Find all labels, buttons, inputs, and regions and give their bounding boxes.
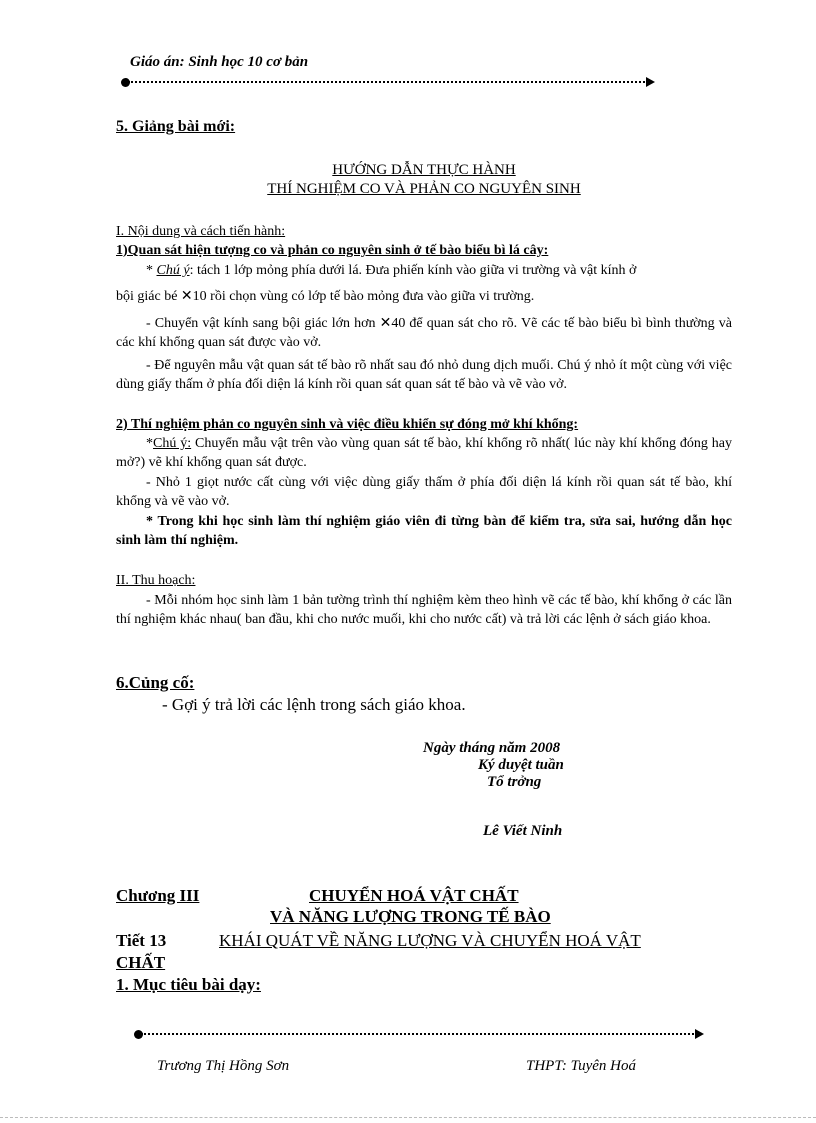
- signature-name: Lê Viết Ninh: [483, 823, 563, 839]
- chapter-title-1: CHUYỂN HOÁ VẬT CHẤT: [309, 886, 519, 905]
- signature-approve: Ký duyệt tuần: [478, 757, 564, 773]
- page-header-title: Giáo án: Sinh học 10 cơ bản: [130, 54, 309, 70]
- section-6-title: 6.Củng cố:: [116, 673, 195, 692]
- section-5-title: 5. Giảng bài mới:: [116, 118, 236, 135]
- paragraph-4: - Nhỏ 1 giọt nước cất cùng với việc dùng giấy thấm ở phía đối diện lá kính rồi quan sát tế bào, khí khổng và vẽ vào vở.: [116, 475, 732, 509]
- lesson-title-2: CHẤT: [116, 953, 166, 972]
- part-1-sub-2: 2) Thí nghiệm phản co nguyên sinh và việc điều khiển sự đóng mở khí khổng:: [116, 417, 579, 432]
- header-rule-arrow-icon: [646, 77, 655, 87]
- note-1-label: Chú ý: [156, 263, 190, 278]
- note-2-text: Chuyển mẫu vật trên vào vùng quan sát tế bào, khí khổng rõ nhất( lúc này khí khổng đóng hay mở?) vẽ khí khổng quan sát được.: [116, 436, 732, 470]
- footer-rule-arrow-icon: [695, 1029, 704, 1039]
- footer-rule: [141, 1033, 697, 1035]
- section-6-paragraph: - Gợi ý trả lời các lệnh trong sách giáo khoa.: [162, 695, 466, 714]
- part-2-paragraph: - Mỗi nhóm học sinh làm 1 bản tường trình thí nghiệm kèm theo hình vẽ các tế bào, khí khổng ở các lần thí nghiệm khác nhau( ban đầu, khi cho nước muối, khi cho nước cất) và trả lời các lệnh ở sách giáo khoa.: [116, 593, 732, 627]
- note-2-label: Chú ý:: [153, 436, 192, 451]
- lesson-label: Tiết 13: [116, 931, 167, 950]
- signature-date: Ngày tháng năm 2008: [423, 740, 561, 756]
- part-2-heading: II. Thu hoạch:: [116, 573, 196, 588]
- lesson-title: KHÁI QUÁT VỀ NĂNG LƯỢNG VÀ CHUYỂN HOÁ VẬT: [219, 931, 641, 950]
- paragraph-5: * Trong khi học sinh làm thí nghiệm giáo viên đi từng bàn để kiểm tra, sửa sai, hướng dẫn học sinh làm thí nghiệm.: [116, 514, 732, 548]
- note-2: *Chú ý: Chuyển mẫu vật trên vào vùng quan sát tế bào, khí khổng rõ nhất( lúc này khí khổng đóng hay mở?) vẽ khí khổng quan sát được.: [116, 436, 732, 470]
- paragraph-1b: bội giác bé ✕10 rồi chọn vùng có lớp tế bào mỏng đưa vào giữa vi trường.: [116, 289, 535, 304]
- paragraph-2: - Chuyển vật kính sang bội giác lớn hơn ✕40 để quan sát cho rõ. Vẽ các tế bào biểu bì bình thường và các khí khổng quan sát được vào vở.: [116, 316, 732, 350]
- guide-title-1: HƯỚNG DẪN THỰC HÀNH: [332, 162, 516, 178]
- chapter-title-2: VÀ NĂNG LƯỢNG TRONG TẾ BÀO: [270, 907, 551, 926]
- signature-role: Tổ trởng: [487, 774, 542, 790]
- guide-title-2: THÍ NGHIỆM CO VÀ PHẢN CO NGUYÊN SINH: [267, 181, 581, 197]
- objectives-heading: 1. Mục tiêu bài dạy:: [116, 975, 261, 994]
- chapter-label: Chương III: [116, 886, 200, 905]
- footer-school: THPT: Tuyên Hoá: [526, 1058, 637, 1074]
- footer-author: Trương Thị Hồng Sơn: [157, 1058, 290, 1074]
- note-1: * Chú ý: tách 1 lớp mỏng phía dưới lá. Đưa phiến kính vào giữa vi trường và vật kính ở: [146, 263, 637, 278]
- part-1-sub-1: 1)Quan sát hiện tượng co và phản co nguyên sinh ở tế bào biểu bì lá cây:: [116, 243, 549, 258]
- header-rule: [128, 81, 648, 83]
- part-1-heading: I. Nội dung và cách tiến hành:: [116, 224, 286, 239]
- page-bottom-divider: [0, 1117, 816, 1118]
- note-1-text: : tách 1 lớp mỏng phía dưới lá. Đưa phiến kính vào giữa vi trường và vật kính ở: [189, 263, 637, 278]
- paragraph-3: - Để nguyên mẫu vật quan sát tế bào rõ nhất sau đó nhỏ dung dịch muối. Chú ý nhỏ ít một cùng với việc dùng giấy thấm ở phía đối diện lá kính rồi quan sát quan sát tế bào và vẽ vào vở.: [116, 358, 732, 392]
